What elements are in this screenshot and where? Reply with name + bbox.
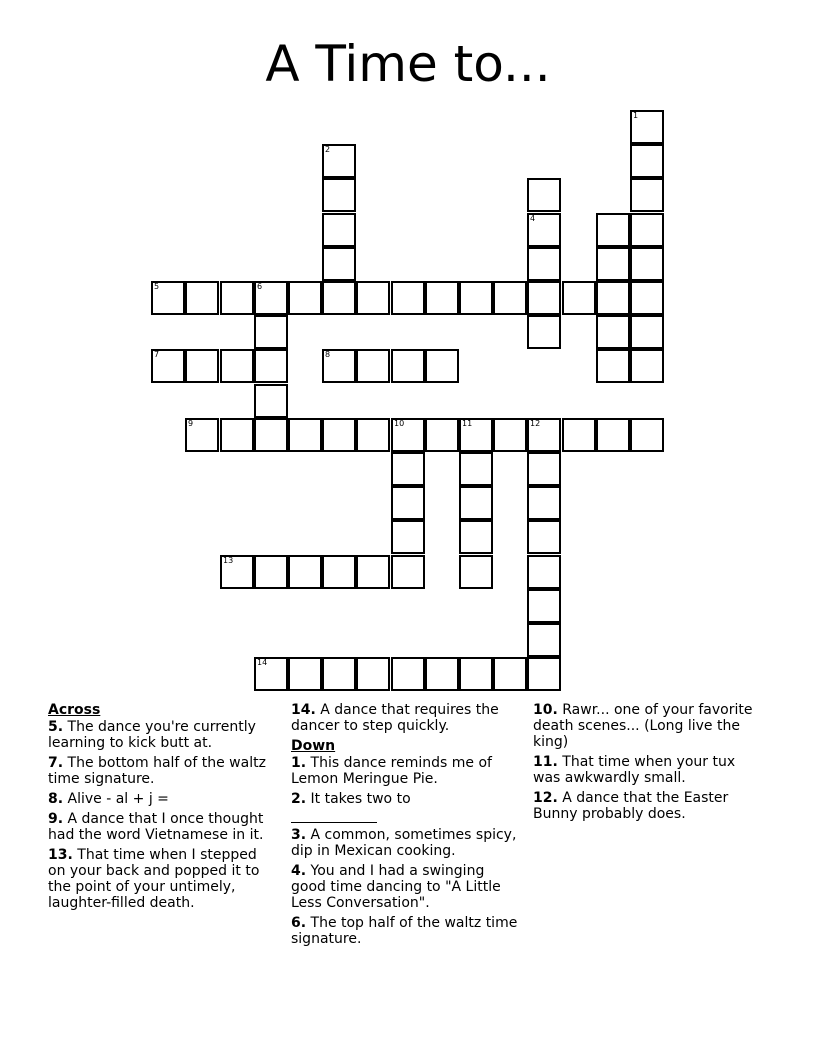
clue-down-1: 1. This dance reminds me of Lemon Meringue Pie. bbox=[291, 755, 492, 787]
clue-across-5: 5. The dance you're currently learning to kick butt at. bbox=[48, 719, 256, 751]
puzzle-title: A Time to... bbox=[265, 35, 551, 93]
grid-cell[interactable] bbox=[391, 281, 425, 315]
grid-cell[interactable] bbox=[185, 418, 219, 452]
grid-cell[interactable] bbox=[630, 213, 664, 247]
grid-cell[interactable] bbox=[425, 418, 459, 452]
grid-cell[interactable] bbox=[562, 281, 596, 315]
clue-across-13: 13. That time when I stepped on your back and popped it to the point of your untimely, laughter-filled death. bbox=[48, 847, 260, 911]
grid-cell[interactable] bbox=[630, 247, 664, 281]
cell-number: 9 bbox=[188, 419, 194, 428]
grid-cell[interactable] bbox=[493, 657, 527, 691]
grid-cell[interactable] bbox=[630, 315, 664, 349]
grid-cell[interactable] bbox=[322, 418, 356, 452]
grid-cell[interactable] bbox=[459, 418, 493, 452]
grid-cell[interactable] bbox=[391, 418, 425, 452]
grid-cell[interactable] bbox=[459, 452, 493, 486]
grid-cell[interactable] bbox=[527, 247, 561, 281]
grid-cell[interactable] bbox=[151, 349, 185, 383]
cell-number: 4 bbox=[530, 214, 536, 223]
grid-cell[interactable] bbox=[527, 418, 561, 452]
grid-cell[interactable] bbox=[220, 555, 254, 589]
grid-cell[interactable] bbox=[459, 486, 493, 520]
grid-cell[interactable] bbox=[596, 418, 630, 452]
grid-cell[interactable] bbox=[493, 281, 527, 315]
grid-cell[interactable] bbox=[527, 315, 561, 349]
grid-cell[interactable] bbox=[322, 657, 356, 691]
clue-down-3: 3. A common, sometimes spicy, dip in Mexican cooking. bbox=[291, 827, 517, 859]
cell-number: 2 bbox=[325, 145, 331, 154]
grid-cell[interactable] bbox=[425, 657, 459, 691]
clue-down-12: 12. A dance that the Easter Bunny probably does. bbox=[533, 790, 729, 822]
clue-down-4: 4. You and I had a swinging good time dancing to "A Little Less Conversation". bbox=[291, 863, 501, 911]
grid-cell[interactable] bbox=[527, 281, 561, 315]
grid-cell[interactable] bbox=[288, 281, 322, 315]
cell-number: 7 bbox=[154, 350, 160, 359]
grid-cell[interactable] bbox=[459, 657, 493, 691]
grid-cell[interactable] bbox=[493, 418, 527, 452]
grid-cell[interactable] bbox=[527, 178, 561, 212]
cell-number: 12 bbox=[530, 419, 541, 428]
grid-cell[interactable] bbox=[322, 281, 356, 315]
grid-cell[interactable] bbox=[322, 247, 356, 281]
clue-down-6: 6. The top half of the waltz time signature. bbox=[291, 915, 518, 947]
grid-cell[interactable] bbox=[356, 418, 390, 452]
clue-column-1 bbox=[48, 702, 278, 915]
cell-number: 13 bbox=[223, 556, 234, 565]
grid-cell[interactable] bbox=[220, 281, 254, 315]
grid-cell[interactable] bbox=[220, 349, 254, 383]
grid-cell[interactable] bbox=[527, 555, 561, 589]
grid-cell[interactable] bbox=[322, 555, 356, 589]
clue-across-7: 7. The bottom half of the waltz time signature. bbox=[48, 755, 266, 787]
grid-cell[interactable] bbox=[596, 213, 630, 247]
grid-cell[interactable] bbox=[322, 144, 356, 178]
grid-cell[interactable] bbox=[425, 281, 459, 315]
grid-cell[interactable] bbox=[630, 144, 664, 178]
grid-cell[interactable] bbox=[391, 520, 425, 554]
grid-cell[interactable] bbox=[459, 520, 493, 554]
clue-across-9: 9. A dance that I once thought had the word Vietnamese in it. bbox=[48, 811, 264, 843]
cell-number: 11 bbox=[462, 419, 473, 428]
grid-cell[interactable] bbox=[254, 384, 288, 418]
down-heading: Down bbox=[291, 738, 336, 754]
grid-cell[interactable] bbox=[322, 349, 356, 383]
grid-cell[interactable] bbox=[391, 555, 425, 589]
clue-across-14: 14. A dance that requires the dancer to step quickly. bbox=[291, 702, 499, 734]
grid-cell[interactable] bbox=[151, 281, 185, 315]
grid-cell[interactable] bbox=[425, 349, 459, 383]
cell-number: 5 bbox=[154, 282, 160, 291]
grid-cell[interactable] bbox=[630, 110, 664, 144]
grid-cell[interactable] bbox=[459, 281, 493, 315]
grid-cell[interactable] bbox=[220, 418, 254, 452]
clue-column-3 bbox=[533, 702, 765, 826]
clue-column-2 bbox=[291, 702, 519, 951]
grid-cell[interactable] bbox=[322, 213, 356, 247]
grid-cell[interactable] bbox=[596, 281, 630, 315]
grid-cell[interactable] bbox=[527, 589, 561, 623]
grid-cell[interactable] bbox=[391, 452, 425, 486]
grid-cell[interactable] bbox=[254, 349, 288, 383]
grid-cell[interactable] bbox=[527, 623, 561, 657]
grid-cell[interactable] bbox=[288, 418, 322, 452]
grid-cell[interactable] bbox=[596, 349, 630, 383]
grid-cell[interactable] bbox=[391, 486, 425, 520]
grid-cell[interactable] bbox=[527, 520, 561, 554]
answer-blank bbox=[291, 809, 377, 823]
grid-cell[interactable] bbox=[527, 213, 561, 247]
grid-cell[interactable] bbox=[630, 178, 664, 212]
grid-cell[interactable] bbox=[527, 657, 561, 691]
grid-cell[interactable] bbox=[185, 281, 219, 315]
grid-cell[interactable] bbox=[254, 315, 288, 349]
grid-cell[interactable] bbox=[185, 349, 219, 383]
cell-number: 10 bbox=[394, 419, 405, 428]
grid-cell[interactable] bbox=[459, 555, 493, 589]
grid-cell[interactable] bbox=[322, 178, 356, 212]
grid-cell[interactable] bbox=[288, 555, 322, 589]
grid-cell[interactable] bbox=[356, 349, 390, 383]
clue-down-10: 10. Rawr... one of your favorite death scenes... (Long live the king) bbox=[533, 702, 753, 750]
grid-cell[interactable] bbox=[356, 657, 390, 691]
grid-cell[interactable] bbox=[596, 247, 630, 281]
clue-down-11: 11. That time when your tux was awkwardly small. bbox=[533, 754, 736, 786]
grid-cell[interactable] bbox=[527, 452, 561, 486]
grid-cell[interactable] bbox=[630, 281, 664, 315]
grid-cell[interactable] bbox=[630, 418, 664, 452]
cell-number: 14 bbox=[257, 658, 268, 667]
grid-cell[interactable] bbox=[630, 349, 664, 383]
grid-cell[interactable] bbox=[562, 418, 596, 452]
grid-cell[interactable] bbox=[254, 281, 288, 315]
grid-cell[interactable] bbox=[254, 418, 288, 452]
grid-cell[interactable] bbox=[254, 657, 288, 691]
grid-cell[interactable] bbox=[391, 349, 425, 383]
grid-cell[interactable] bbox=[254, 555, 288, 589]
grid-cell[interactable] bbox=[596, 315, 630, 349]
cell-number: 1 bbox=[633, 111, 639, 120]
clue-across-8: 8. Alive - al + j = bbox=[48, 791, 169, 807]
cell-number: 6 bbox=[257, 282, 263, 291]
grid-cell[interactable] bbox=[391, 657, 425, 691]
cell-number: 8 bbox=[325, 350, 331, 359]
grid-cell[interactable] bbox=[527, 486, 561, 520]
grid-cell[interactable] bbox=[356, 281, 390, 315]
across-heading: Across bbox=[48, 702, 101, 718]
clue-down-2: 2. It takes two to bbox=[291, 791, 519, 823]
grid-cell[interactable] bbox=[356, 555, 390, 589]
grid-cell[interactable] bbox=[288, 657, 322, 691]
